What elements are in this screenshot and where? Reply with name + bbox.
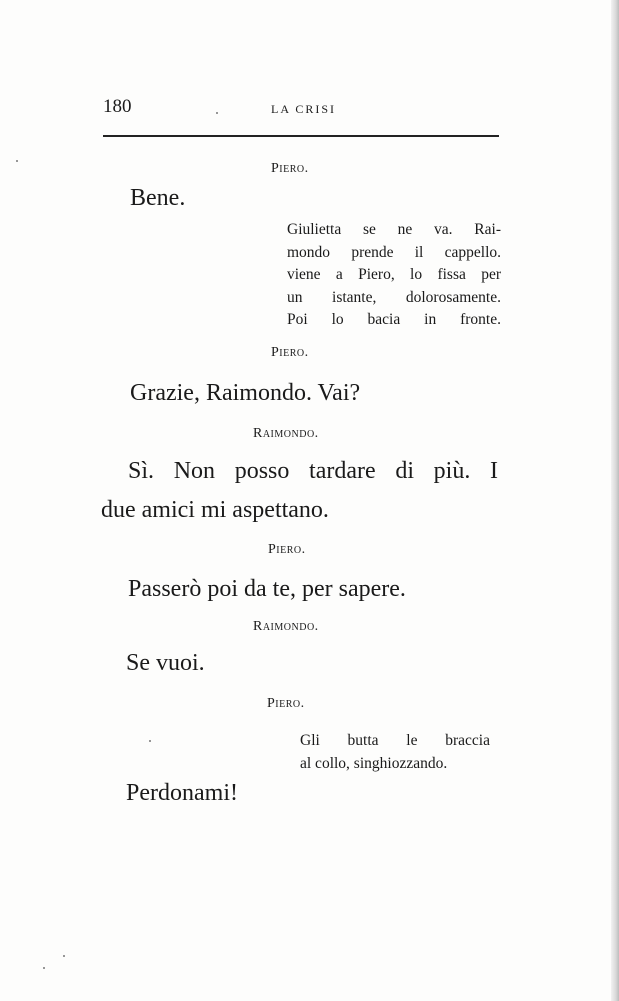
speaker-label: Piero. bbox=[268, 542, 306, 557]
header-rule bbox=[103, 135, 499, 137]
speaker-label: Raimondo. bbox=[253, 426, 319, 441]
scan-speck bbox=[149, 740, 151, 742]
stage-direction-line: mondo prende il cappello. bbox=[287, 243, 501, 261]
speaker-label: Raimondo. bbox=[253, 619, 319, 634]
speaker-label: Piero. bbox=[267, 696, 305, 711]
dialogue-line: Passerò poi da te, per sapere. bbox=[128, 576, 406, 602]
dialogue-line: Bene. bbox=[130, 185, 186, 211]
stage-direction-line: Giulietta se ne va. Rai- bbox=[287, 221, 501, 238]
stage-direction bbox=[300, 730, 490, 775]
speaker-label: Piero. bbox=[271, 345, 309, 360]
stage-direction bbox=[287, 219, 501, 332]
dialogue-line: Perdonami! bbox=[126, 780, 238, 806]
stage-direction-line: Gli butta le braccia bbox=[300, 732, 490, 749]
page-number: 180 bbox=[103, 96, 132, 117]
stage-direction-line: un istante, dolorosamente. bbox=[287, 288, 501, 306]
speaker-label: Piero. bbox=[271, 161, 309, 176]
scan-speck bbox=[63, 955, 65, 957]
dialogue-line: Sì. Non posso tardare di più. I bbox=[128, 458, 498, 484]
stage-direction-line: al collo, singhiozzando. bbox=[300, 754, 448, 772]
dialogue-line: Se vuoi. bbox=[126, 650, 205, 676]
stage-direction-line: Poi lo bacia in fronte. bbox=[287, 311, 501, 328]
scan-speck bbox=[216, 112, 218, 114]
stage-direction-line: viene a Piero, lo fissa per bbox=[287, 266, 501, 283]
scan-speck bbox=[16, 160, 18, 162]
dialogue-line: due amici mi aspettano. bbox=[101, 497, 329, 523]
page-edge-shadow bbox=[611, 0, 619, 1001]
dialogue-line: Grazie, Raimondo. Vai? bbox=[130, 380, 361, 406]
scan-speck bbox=[43, 967, 45, 969]
running-title: LA CRISI bbox=[271, 102, 337, 116]
